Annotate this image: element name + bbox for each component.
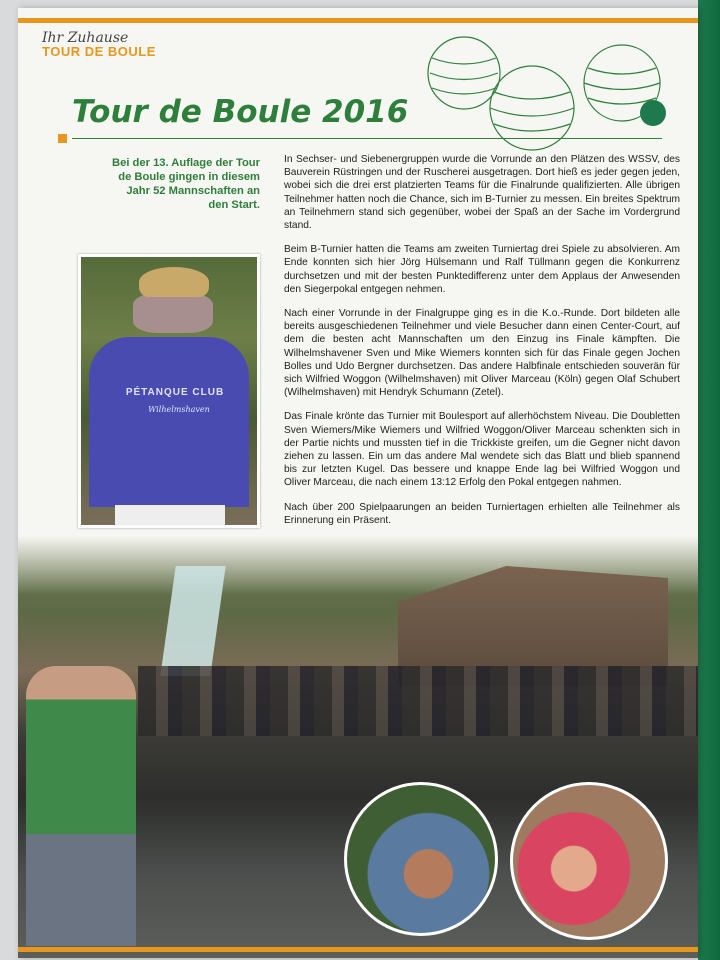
bottom-rule xyxy=(18,947,698,952)
player-photo xyxy=(78,254,260,528)
article-paragraph: Beim B-Turnier hatten die Teams am zweiten Turniertag drei Spiele zu absolvieren. Am Ende konnten sich hier Jörg Hülsemann und Ralf Tüllmann gegen die Konkurrenz durchsetzen und mit der besten Punktedifferenz unter dem Applaus der Anwesenden den Siegerpokal entgegen nehmen. xyxy=(284,244,680,295)
spectators-shape xyxy=(138,666,698,736)
article-intro: Bei der 13. Auflage der Tour de Boule gingen in diesem Jahr 52 Mannschaften an den Start. xyxy=(112,157,260,211)
banner-shape xyxy=(160,566,225,676)
spectator-figure xyxy=(26,666,136,946)
shirt-shape xyxy=(89,337,249,507)
boule-balls-illustration xyxy=(404,28,684,153)
article-paragraph: Nach einer Vorrunde in der Finalgruppe ging es in die K.o.-Runde. Dort bildeten alle bereits ausgeschiedenen Teilnehmer und viele Besucher dann einen Center-Court, auf dem die besten acht Mannschaften um den Einzug ins Finale kämpften. Die Wilhelmshavener Sven und Mike Wiemers konnten sich für das Finale gegen Jochen Bolles und Udo Bergner durchsetzen. Das andere Halbfinale entschieden souverän für sich Wilfried Woggon (Wilhelmshaven) mit Oliver Marceau (Köln) gegen Olaf Schubert (Wilhelmshaven) mit Hendryk Schumann (Zetel). xyxy=(284,308,680,399)
article-title: Tour de Boule 2016 xyxy=(72,94,409,130)
section-label xyxy=(42,30,156,59)
page-edge-strip xyxy=(698,0,720,960)
article-paragraph: In Sechser- und Siebenergruppen wurde die Vorrunde an den Plätzen des WSSV, des Bauverein Rüstringen und der Ruscherei ausgetragen. Dort hieß es jeder gegen jeden, wobei sich die drei erst platzierten Teams für die Finalrunde qualifizierten. Alle übrigen Teilnehmer hatten noch die Chance, sich im B-Turnier zu messen. Ein breites Spektrum an Teilnehmern stand sich gegenüber, wobei der Spaß an der Sache im Vordergrund stand. xyxy=(284,154,680,232)
green-dot-icon xyxy=(640,100,666,126)
scarf-shape xyxy=(133,293,213,333)
shirt-subtext: Wilhelmshaven xyxy=(148,405,210,414)
winners-circle-photo xyxy=(344,782,498,936)
article-paragraph: Nach über 200 Spielpaarungen an beiden Turniertagen erhielten alle Teilnehmer als Erinnerung ein Präsent. xyxy=(284,501,680,526)
participants-circle-photo xyxy=(510,782,668,940)
shorts-shape xyxy=(115,505,225,525)
section-title: TOUR DE BOULE xyxy=(42,44,156,59)
title-rule xyxy=(72,138,662,139)
section-script: Ihr Zuhause xyxy=(42,30,129,46)
boule-ball-icon xyxy=(428,37,500,109)
hat-shape xyxy=(139,267,209,297)
article-body xyxy=(284,153,680,538)
shirt-text: PÉTANQUE CLUB xyxy=(125,387,225,398)
article-paragraph: Das Finale krönte das Turnier mit Boulesport auf allerhöchstem Niveau. Die Doubletten Sven Wiemers/Mike Wiemers und Wilfried Woggon/Oliver Marceau schenkten sich in der Partie nichts und mussten tief in die Trickkiste greifen, um die Gegner nicht davon ziehen zu lassen. Ein um das andere Mal wendete sich das Blatt und blieb spannend bis zur letzten Kugel. Das bessere und knappe Ende lag bei Wilfried Woggon und Oliver Marceau, die nach einem 13:12 Erfolg den Pokal entgegen nahmen. xyxy=(284,411,680,489)
top-rule xyxy=(18,18,698,23)
orange-square-icon xyxy=(58,134,67,143)
